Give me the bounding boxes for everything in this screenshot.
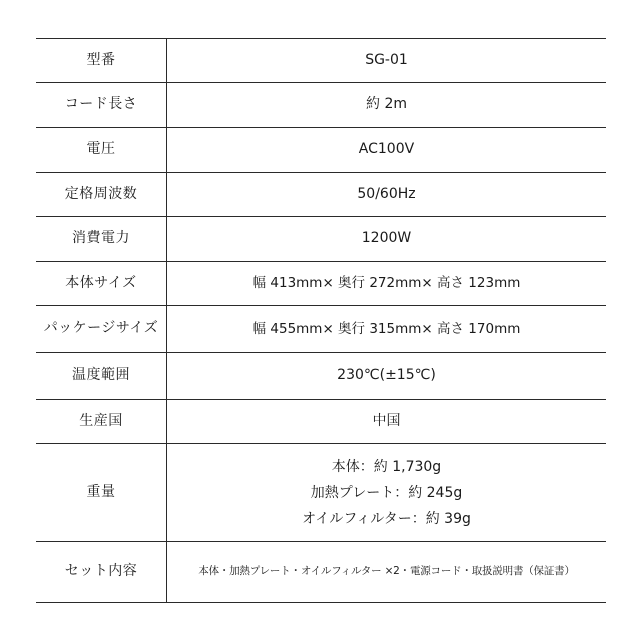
spec-row-voltage bbox=[36, 128, 606, 173]
spec-row-model bbox=[36, 39, 606, 83]
spec-row-body-size bbox=[36, 262, 606, 306]
spec-value: SG-01 bbox=[365, 51, 408, 68]
spec-value: 幅 413mm× 奥行 272mm× 高さ 123mm bbox=[252, 275, 521, 292]
spec-label: 本体サイズ bbox=[36, 262, 167, 306]
spec-label: 生産国 bbox=[36, 400, 167, 444]
spec-label: 定格周波数 bbox=[36, 173, 167, 217]
spec-row-weight bbox=[36, 444, 606, 542]
spec-row-package-size bbox=[36, 306, 606, 353]
weight-line-filter: オイルフィルター：約 39g bbox=[302, 510, 471, 527]
spec-value-weight bbox=[167, 444, 607, 542]
spec-row-cord-length bbox=[36, 83, 606, 128]
spec-value: AC100V bbox=[358, 141, 415, 158]
spec-row-power bbox=[36, 217, 606, 262]
spec-label: 重量 bbox=[36, 444, 167, 542]
spec-row-country bbox=[36, 400, 606, 444]
spec-label: 消費電力 bbox=[36, 217, 167, 262]
spec-value: 1200W bbox=[361, 230, 412, 247]
spec-row-contents bbox=[36, 542, 606, 603]
weight-line-body: 本体：約 1,730g bbox=[331, 458, 442, 475]
spec-value: 幅 455mm× 奥行 315mm× 高さ 170mm bbox=[252, 320, 521, 337]
spec-label: 温度範囲 bbox=[36, 353, 167, 400]
spec-row-frequency bbox=[36, 173, 606, 217]
spec-label: 型番 bbox=[36, 39, 167, 83]
spec-table bbox=[36, 38, 606, 603]
weight-line-plate: 加熱プレート：約 245g bbox=[310, 484, 463, 501]
spec-value: 約 2m bbox=[366, 96, 407, 113]
spec-label: コード長さ bbox=[36, 83, 167, 128]
spec-label: パッケージサイズ bbox=[36, 306, 167, 353]
spec-value: 中国 bbox=[372, 412, 401, 429]
spec-label: 電圧 bbox=[36, 128, 167, 173]
spec-label: セット内容 bbox=[36, 542, 167, 603]
spec-row-temperature bbox=[36, 353, 606, 400]
spec-value: 230℃(±15℃) bbox=[337, 367, 436, 384]
spec-value: 50/60Hz bbox=[357, 185, 416, 202]
spec-value: 本体・加熱プレート・オイルフィルター ×2・電源コード・取扱説明書（保証書） bbox=[198, 565, 575, 578]
